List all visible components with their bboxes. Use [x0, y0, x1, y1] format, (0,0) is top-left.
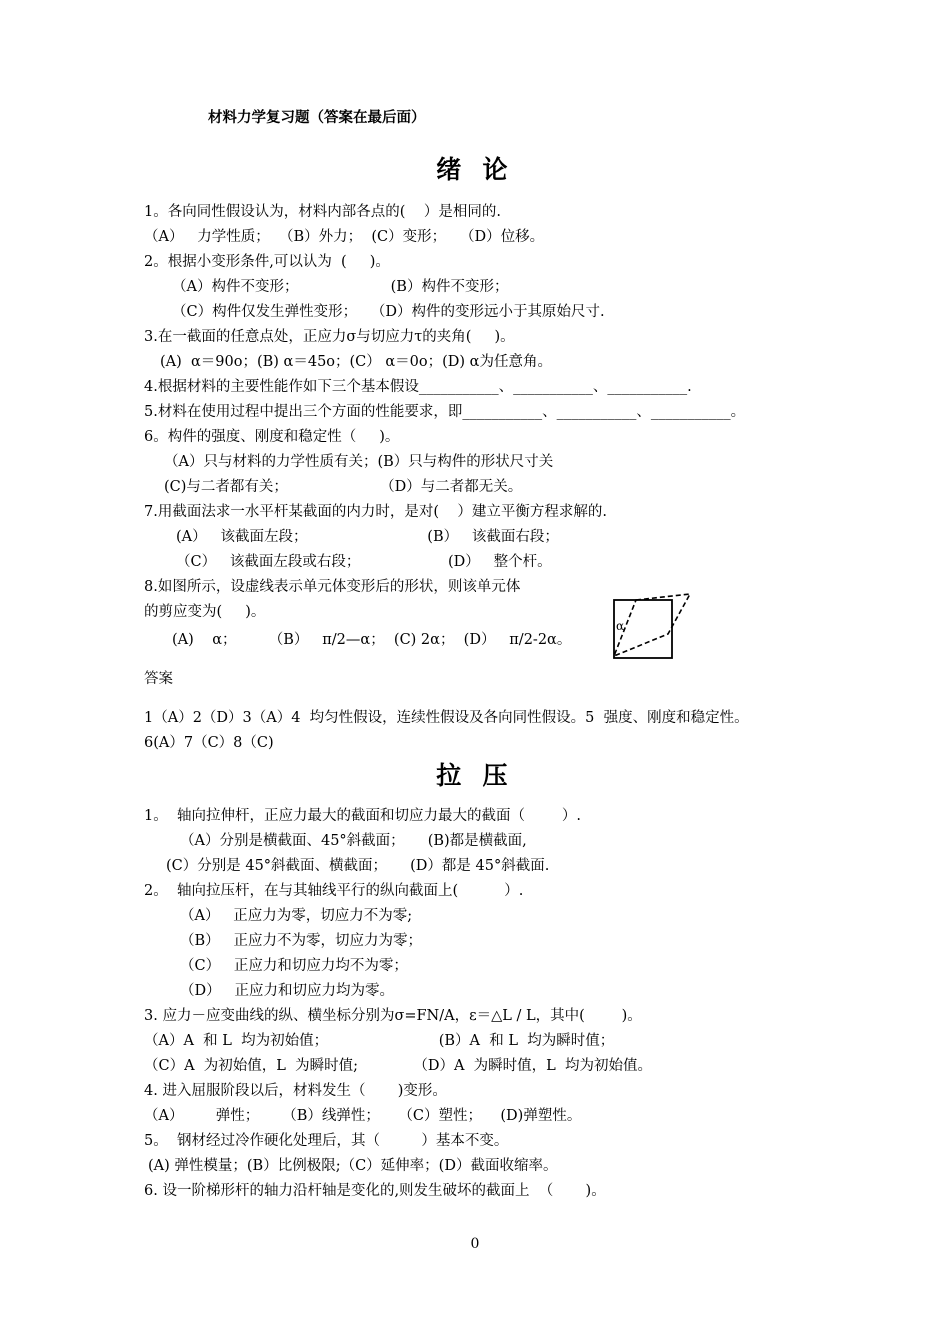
q2-4-options: （A） 弹性； （B）线弹性； （C）塑性； (D)弹塑性。: [144, 1108, 582, 1124]
q1-6-options-ab: （A）只与材料的力学性质有关；(B）只与构件的形状尺寸关: [164, 454, 554, 470]
q1-6-stem: 6。构件的强度、刚度和稳定性（ )。: [144, 429, 400, 445]
q2-2-option-b: （B） 正应力不为零，切应力为零；: [180, 933, 422, 949]
q1-7-options-cd: （C） 该截面左段或右段； (D） 整个杆。: [176, 554, 552, 570]
q2-3-options-ab: （A）A 和 L 均为初始值； (B）A 和 L 均为瞬时值；: [144, 1033, 615, 1049]
q1-5-stem: 5.材料在使用过程中提出三个方面的性能要求，即___________、___________、___________。: [144, 404, 746, 420]
q2-5-stem: 5。 钢材经过冷作硬化处理后，其（ ）基本不变。: [144, 1133, 509, 1149]
section-title-intro: 绪 论: [436, 155, 514, 184]
q1-7-options-ab: (A） 该截面左段； (B） 该截面右段；: [176, 529, 559, 545]
q2-6-stem: 6. 设一阶梯形杆的轴力沿杆轴是变化的,则发生破坏的截面上 （ )。: [144, 1183, 606, 1199]
q1-1-options: （A） 力学性质； （B）外力； (C）变形； （D）位移。: [144, 229, 545, 245]
angle-alpha-label: α: [616, 619, 625, 633]
document-header: 材料力学复习题（答案在最后面）: [208, 109, 426, 126]
q2-1-stem: 1。 轴向拉伸杆，正应力最大的截面和切应力最大的截面（ ）.: [144, 808, 581, 824]
q1-4-stem: 4.根据材料的主要性能作如下三个基本假设___________、___________、___________.: [144, 379, 692, 395]
q1-2-stem: 2。根据小变形条件,可以认为 ( )。: [144, 254, 390, 270]
answers-line2: 6(A）7（C）8（C): [144, 735, 274, 751]
q1-6-options-cd: (C)与二者都有关； （D）与二者都无关。: [164, 479, 523, 495]
answers-heading: 答案: [144, 671, 173, 687]
q1-3-options: (A) α＝90o；(B) α＝45o；(C） α＝0o；(D) α为任意角。: [160, 354, 552, 370]
q2-2-option-d: （D） 正应力和切应力均为零。: [180, 983, 394, 999]
q2-3-stem: 3. 应力－应变曲线的纵、横坐标分别为σ=FN/A，ε＝△L / L，其中( )。: [144, 1008, 642, 1024]
unit-element-diagram: [610, 592, 696, 664]
q2-2-option-c: （C） 正应力和切应力均不为零；: [180, 958, 408, 974]
deformed-shape-dashed: [614, 594, 690, 656]
q2-1-options-ab: （A）分别是横截面、45°斜截面； (B)都是横截面,: [180, 833, 527, 849]
q1-2-options-cd: （C）构件仅发生弹性变形； （D）构件的变形远小于其原始尺寸.: [172, 304, 605, 320]
q1-1-stem: 1。各向同性假设认为，材料内部各点的( ）是相同的.: [144, 204, 501, 220]
q1-3-stem: 3.在一截面的任意点处，正应力σ与切应力τ的夹角( )。: [144, 329, 515, 345]
q2-3-options-cd: （C）A 为初始值，L 为瞬时值; （D）A 为瞬时值，L 均为初始值。: [144, 1058, 652, 1074]
q2-5-options: (A) 弹性模量；(B）比例极限;（C）延伸率；(D）截面收缩率。: [148, 1158, 558, 1174]
q1-8-stem-line1: 8.如图所示，设虚线表示单元体变形后的形状，则该单元体: [144, 579, 521, 595]
page-number: 0: [470, 1236, 480, 1252]
q2-2-option-a: （A） 正应力为零，切应力不为零;: [180, 908, 413, 924]
q1-8-options: (A) α； （B） π/2—α； (C) 2α； (D） π/2-2α。: [172, 632, 572, 648]
q2-4-stem: 4. 进入屈服阶段以后，材料发生（ )变形。: [144, 1083, 447, 1099]
q1-7-stem: 7.用截面法求一水平杆某截面的内力时，是对( ）建立平衡方程求解的.: [144, 504, 608, 520]
q2-2-stem: 2。 轴向拉压杆，在与其轴线平行的纵向截面上( ）.: [144, 883, 524, 899]
answers-line1: 1（A）2（D）3（A）4 均匀性假设，连续性假设及各向同性假设。5 强度、刚度和稳定性。: [144, 710, 749, 726]
q1-8-stem-line2: 的剪应变为( )。: [144, 604, 266, 620]
shear-strain-element-figure: [610, 592, 696, 668]
q1-2-options-ab: （A）构件不变形； (B）构件不变形；: [172, 279, 509, 295]
q2-1-options-cd: (C）分别是 45°斜截面、横截面； (D）都是 45°斜截面.: [166, 858, 550, 874]
section-title-tension: 拉 压: [436, 761, 514, 790]
